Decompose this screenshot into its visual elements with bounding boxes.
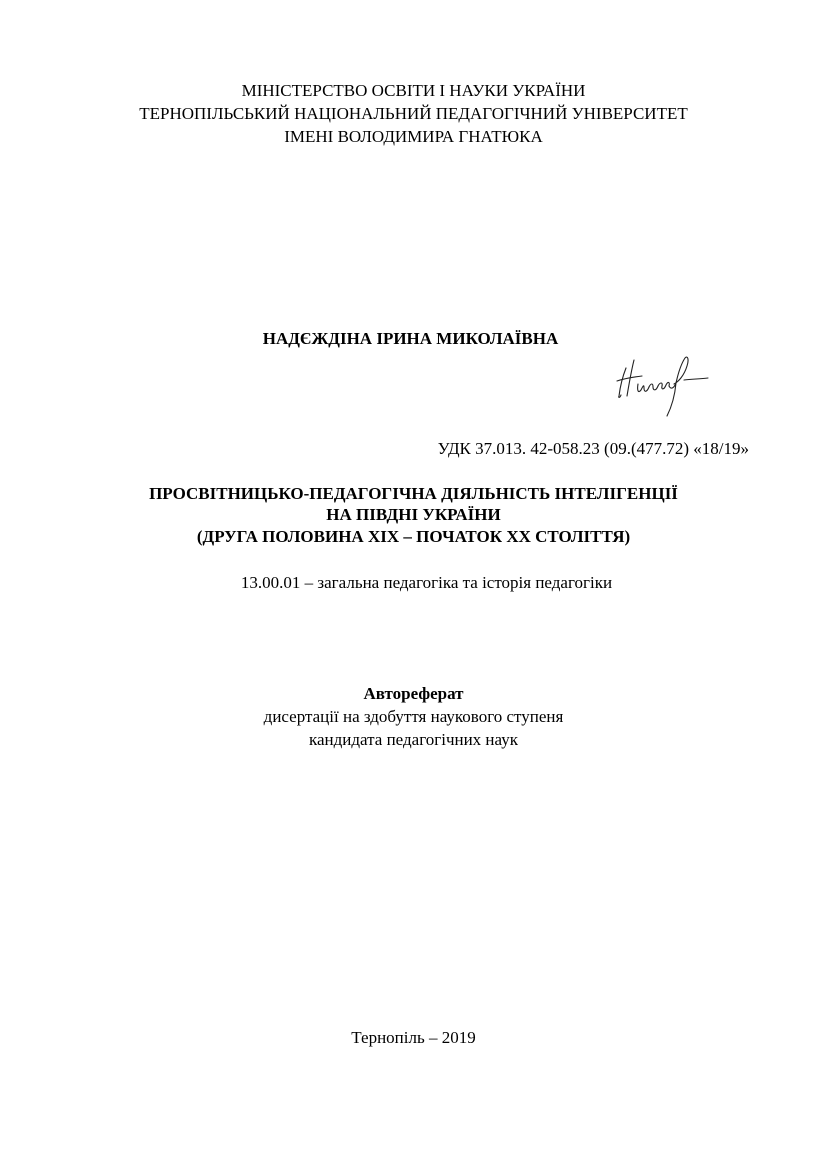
- university-name: ТЕРНОПІЛЬСЬКИЙ НАЦІОНАЛЬНИЙ ПЕДАГОГІЧНИЙ УНІВЕРСИТЕТ: [139, 104, 688, 123]
- signature-icon: [612, 350, 712, 422]
- dissertation-title-line-2: НА ПІВДНІ УКРАЇНИ: [326, 505, 501, 524]
- university-named-after: ІМЕНІ ВОЛОДИМИРА ГНАТЮКА: [284, 127, 543, 146]
- ministry-name: МІНІСТЕРСТВО ОСВІТИ І НАУКИ УКРАЇНИ: [241, 81, 586, 100]
- abstract-degree-line-2: кандидата педагогічних наук: [309, 730, 518, 749]
- dissertation-title-line-1: ПРОСВІТНИЦЬКО-ПЕДАГОГІЧНА ДІЯЛЬНІСТЬ ІНТЕЛІГЕНЦІЇ: [149, 484, 678, 503]
- udc-code: УДК 37.013. 42-058.23 (09.(477.72) «18/19»: [437, 439, 749, 458]
- dissertation-title-line-3: (ДРУГА ПОЛОВИНА ХІХ – ПОЧАТОК ХХ СТОЛІТТЯ): [196, 527, 631, 546]
- specialty-code: 13.00.01 – загальна педагогіка та історія педагогіки: [240, 573, 613, 592]
- author-name: НАДЄЖДІНА ІРИНА МИКОЛАЇВНА: [262, 329, 559, 348]
- abstract-degree-line-1: дисертації на здобуття наукового ступеня: [263, 707, 564, 726]
- abstract-heading: Автореферат: [363, 684, 464, 703]
- place-and-year: Тернопіль – 2019: [351, 1028, 476, 1047]
